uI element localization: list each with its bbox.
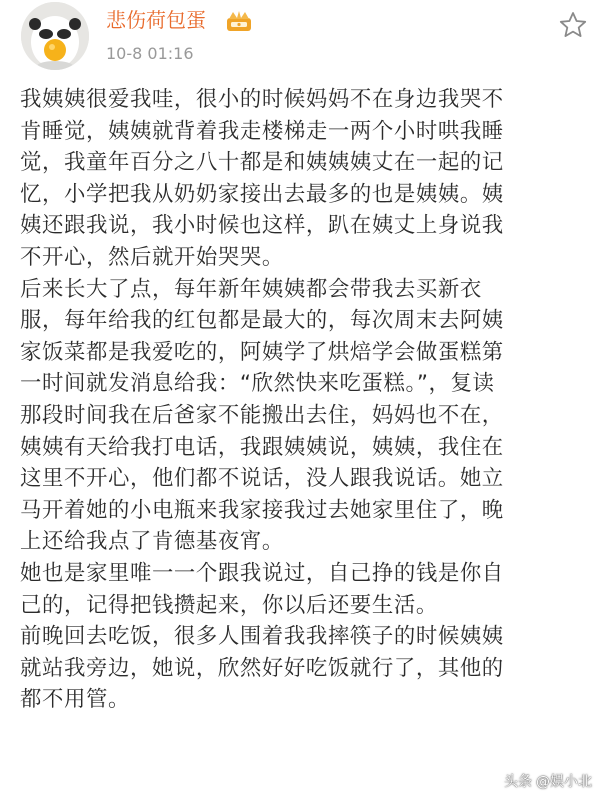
text-line: 前晚回去吃饭，很多人围着我我摔筷子的时候姨姨 [20, 624, 504, 650]
avatar[interactable] [21, 2, 89, 70]
text-line: 一时间就发消息给我：“欣然快来吃蛋糕。”，复读 [20, 371, 495, 397]
text-line: 都不用管。 [20, 687, 130, 713]
text-line: 上还给我点了肯德基夜宵。 [20, 529, 284, 555]
text-line: 家饭菜都是我爱吃的，阿姨学了烘焙学会做蛋糕第 [20, 339, 504, 365]
text-line: 肯睡觉，姨姨就背着我走楼梯走一两个小时哄我睡 [20, 118, 504, 144]
post-paragraph [20, 274, 582, 558]
post-paragraph [20, 84, 582, 274]
text-line: 我姨姨很爱我哇，很小的时候妈妈不在身边我哭不 [20, 87, 504, 112]
avatar-egg-character-icon [21, 2, 89, 70]
text-line: 就站我旁边，她说，欣然好好吃饭就行了，其他的 [20, 655, 504, 681]
text-line: 后来长大了点，每年新年姨姨都会带我去买新衣 [20, 276, 482, 302]
watermark [504, 772, 592, 792]
post-timestamp: 10-8 01:16 [106, 44, 194, 63]
text-line: 忆，小学把我从奶奶家接出去最多的也是姨姨。姨 [20, 181, 504, 207]
watermark-author: @娱小北 [536, 774, 592, 790]
post-paragraph [20, 621, 582, 716]
username[interactable]: 悲伤荷包蛋 [106, 8, 206, 32]
star-icon[interactable] [558, 10, 588, 40]
text-line: 不开心，然后就开始哭哭。 [20, 244, 284, 270]
text-line: 马开着她的小电瓶来我家接我过去她家里住了，晚 [20, 497, 504, 523]
text-line: 姨还跟我说，我小时候也这样，趴在姨丈上身说我 [20, 213, 504, 239]
post-paragraph [20, 558, 582, 621]
text-line: 姨姨有天给我打电话，我跟姨姨说，姨姨，我住在 [20, 434, 504, 460]
text-line: 觉，我童年百分之八十都是和姨姨姨丈在一起的记 [20, 150, 504, 176]
crown-badge-icon [226, 10, 252, 32]
text-line: 她也是家里唯一一个跟我说过，自己挣的钱是你自 [20, 560, 504, 586]
watermark-platform: 头条 [504, 774, 532, 790]
text-line: 己的，记得把钱攒起来，你以后还要生活。 [20, 592, 438, 618]
post-header [0, 0, 600, 78]
text-line: 那段时间我在后爸家不能搬出去住，妈妈也不在， [20, 402, 504, 428]
text-line: 服，每年给我的红包都是最大的，每次周末去阿姨 [20, 308, 504, 334]
text-line: 这里不开心，他们都不说话，没人跟我说话。她立 [20, 466, 504, 492]
post-content [20, 84, 582, 716]
